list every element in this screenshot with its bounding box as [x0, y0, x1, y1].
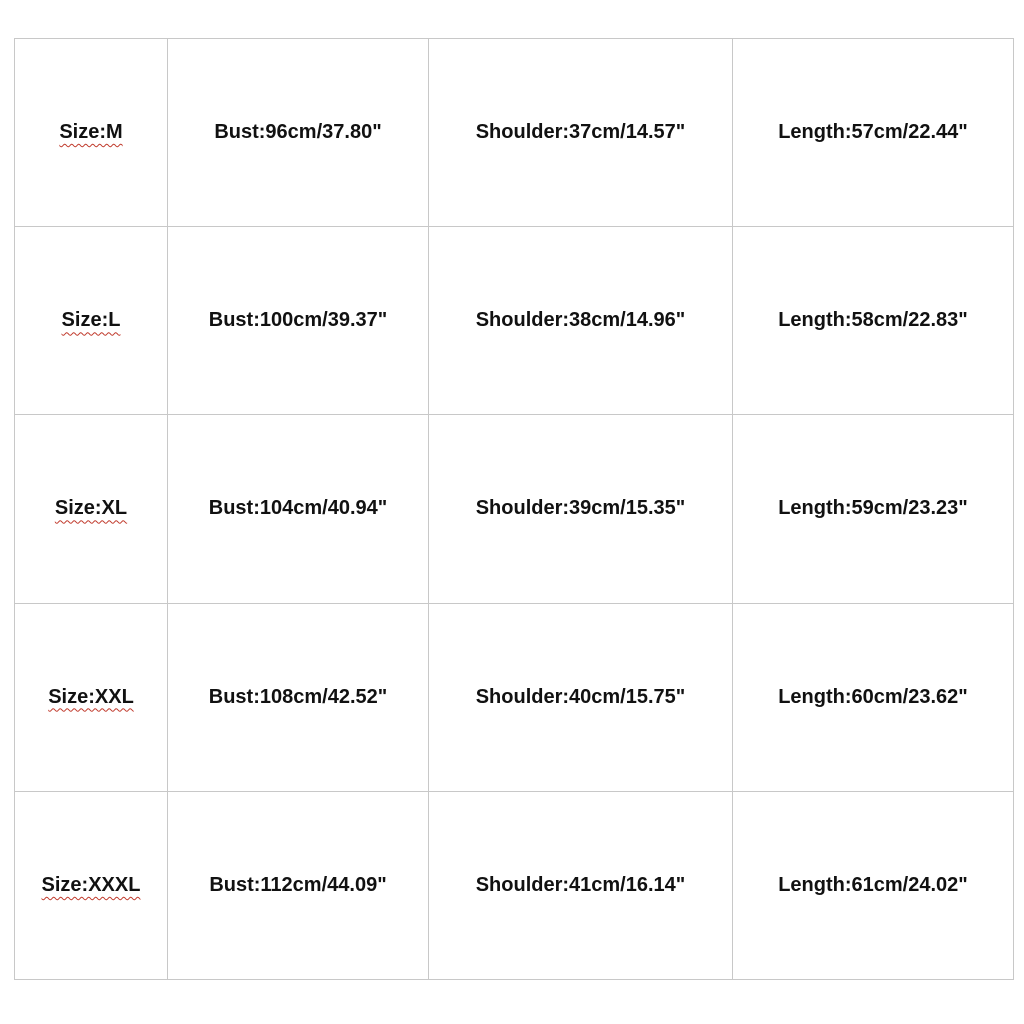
bust-cell: Bust:100cm/39.37"	[168, 227, 429, 415]
table-row	[15, 791, 1014, 979]
length-cell: Length:61cm/24.02"	[733, 791, 1014, 979]
size-chart-table	[14, 38, 1014, 980]
size-cell	[15, 791, 168, 979]
size-label: Size:XXL	[48, 685, 134, 708]
table-row	[15, 227, 1014, 415]
length-cell: Length:59cm/23.23"	[733, 415, 1014, 603]
size-cell	[15, 39, 168, 227]
size-label: Size:L	[61, 309, 121, 332]
length-cell: Length:60cm/23.62"	[733, 603, 1014, 791]
length-cell: Length:57cm/22.44"	[733, 39, 1014, 227]
size-cell	[15, 227, 168, 415]
bust-cell: Bust:108cm/42.52"	[168, 603, 429, 791]
table-row	[15, 603, 1014, 791]
bust-cell: Bust:96cm/37.80"	[168, 39, 429, 227]
size-cell	[15, 603, 168, 791]
shoulder-cell: Shoulder:37cm/14.57"	[429, 39, 733, 227]
bust-cell: Bust:112cm/44.09"	[168, 791, 429, 979]
size-label: Size:XXXL	[41, 873, 141, 896]
size-label: Size:XL	[54, 497, 128, 520]
shoulder-cell: Shoulder:40cm/15.75"	[429, 603, 733, 791]
table-row	[15, 415, 1014, 603]
shoulder-cell: Shoulder:41cm/16.14"	[429, 791, 733, 979]
bust-cell: Bust:104cm/40.94"	[168, 415, 429, 603]
shoulder-cell: Shoulder:39cm/15.35"	[429, 415, 733, 603]
length-cell: Length:58cm/22.83"	[733, 227, 1014, 415]
size-label: Size:M	[59, 121, 123, 144]
size-cell	[15, 415, 168, 603]
table-row	[15, 39, 1014, 227]
shoulder-cell: Shoulder:38cm/14.96"	[429, 227, 733, 415]
